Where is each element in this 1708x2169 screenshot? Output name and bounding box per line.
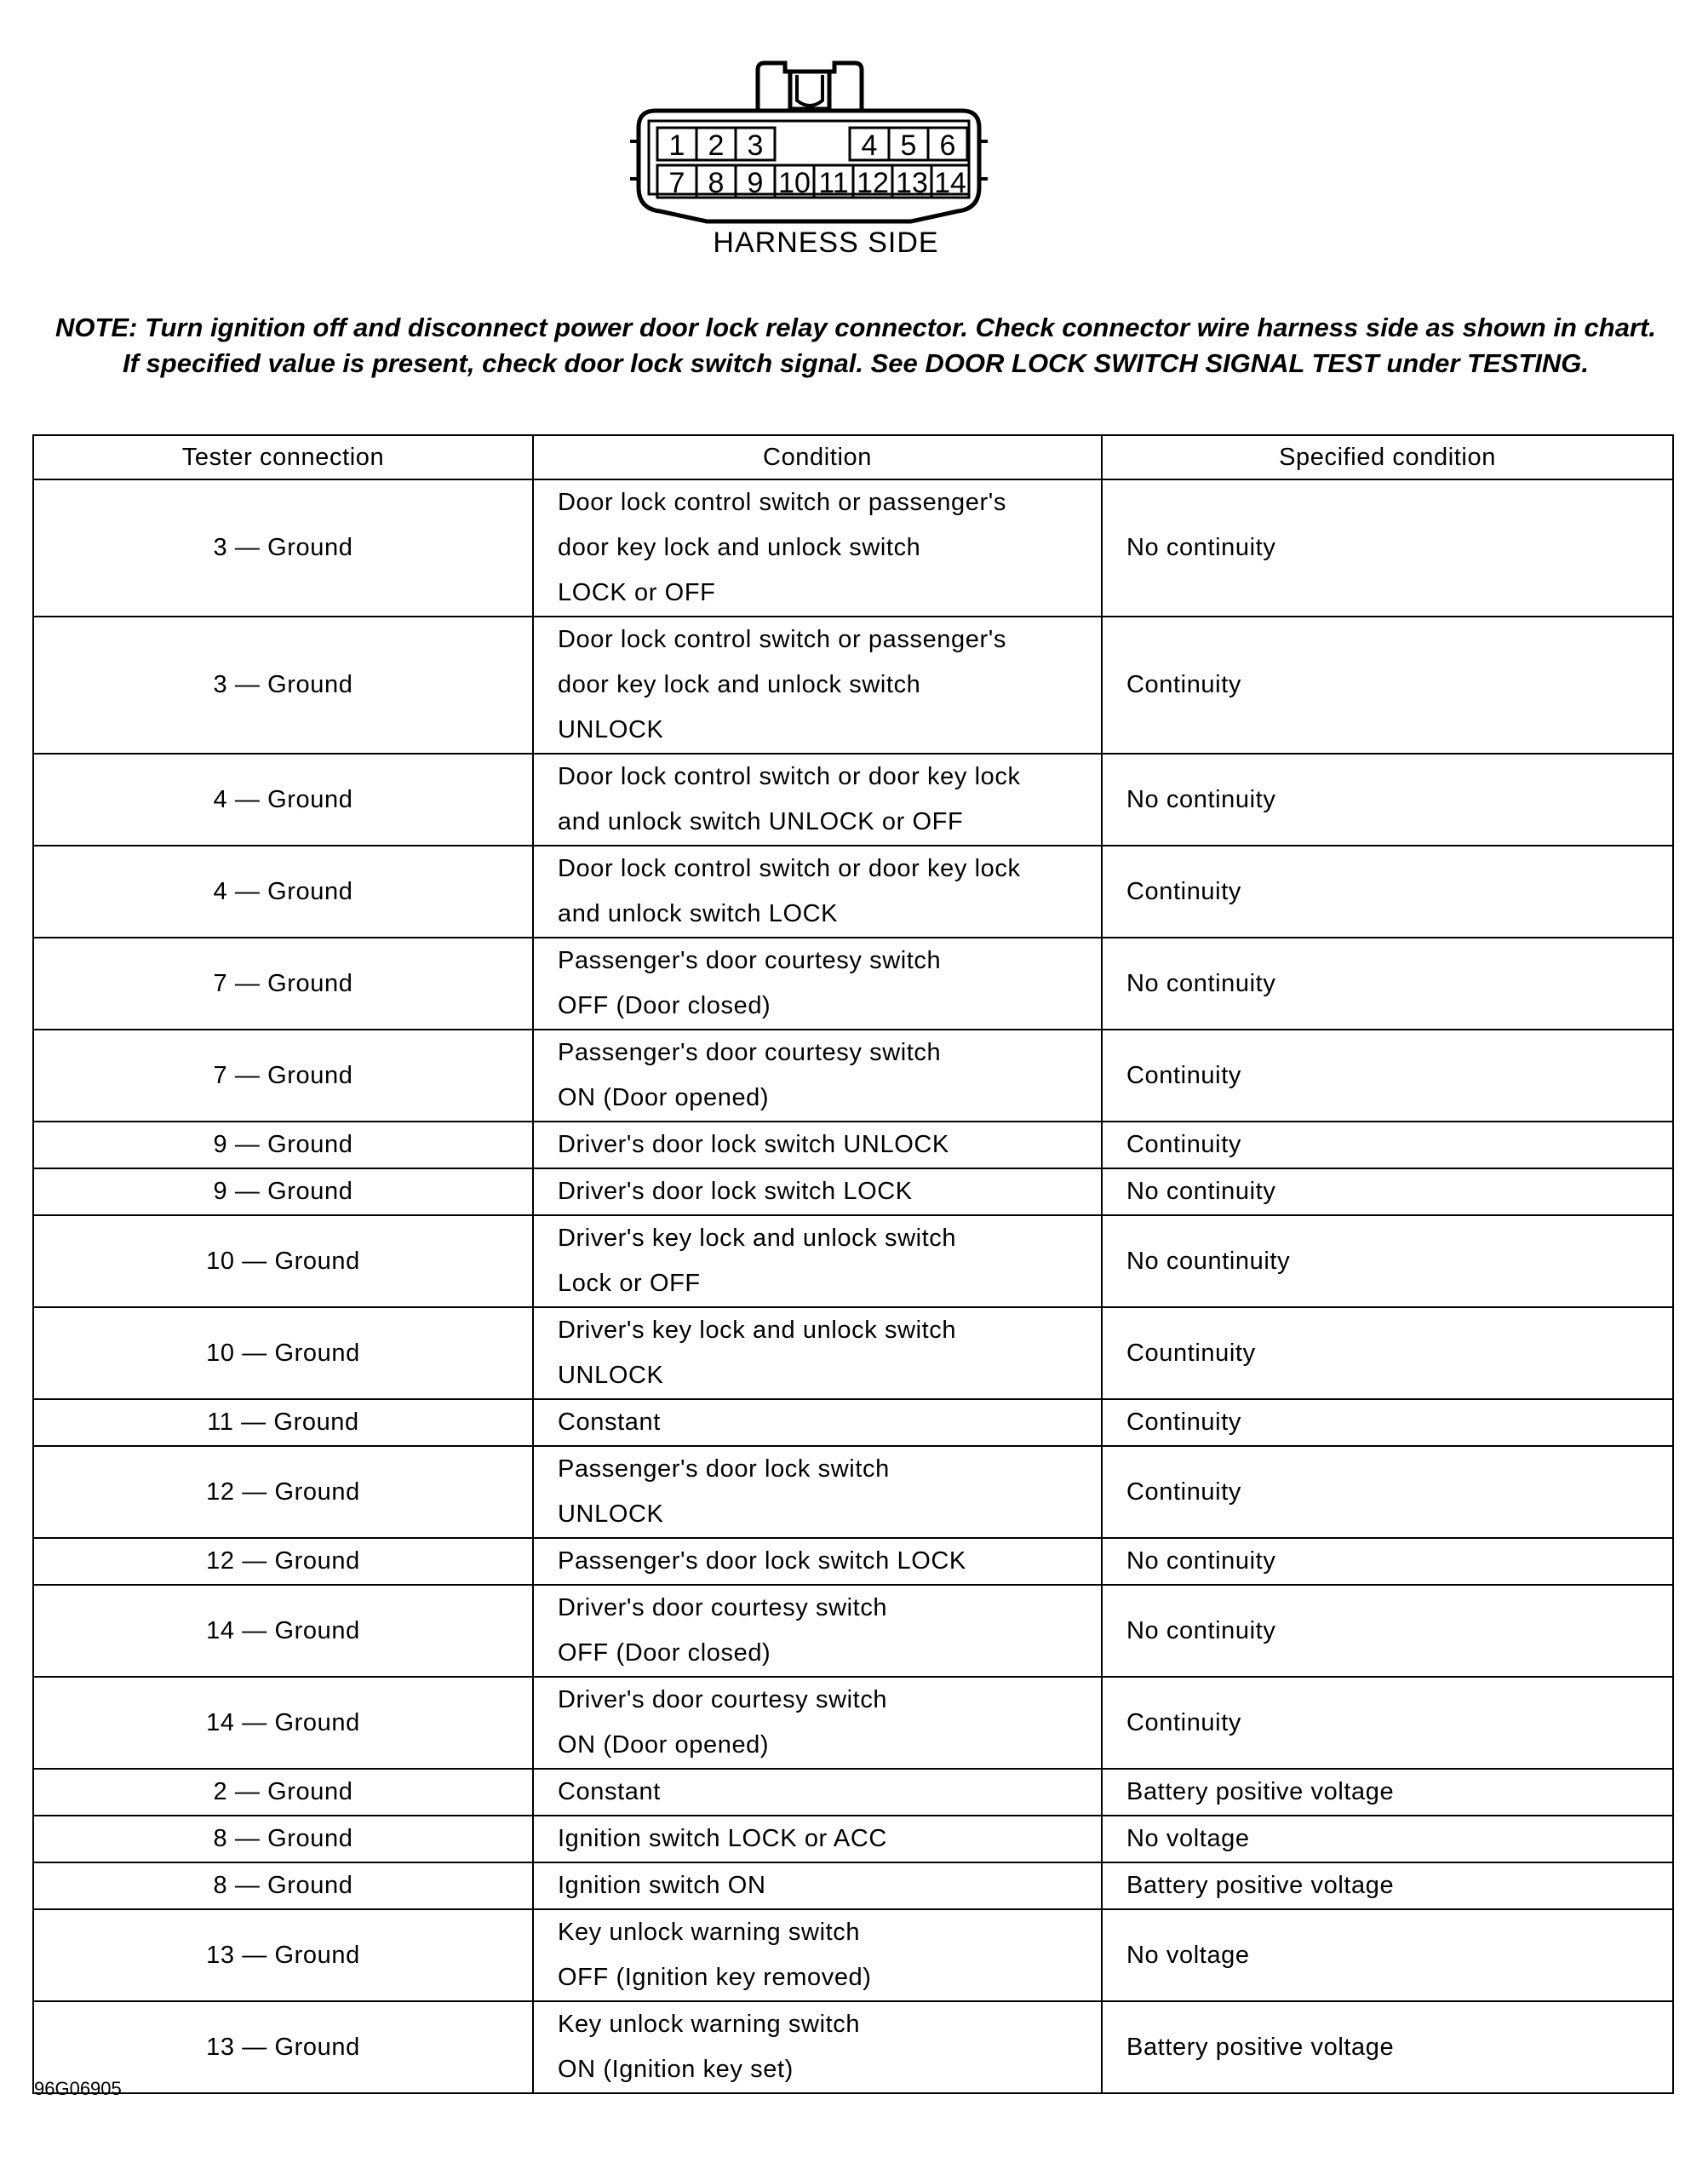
condition-cell	[533, 1030, 1102, 1122]
condition-line: ON (Door opened)	[558, 1084, 770, 1111]
connector-outline	[630, 60, 988, 230]
condition-cell	[533, 1816, 1102, 1862]
tester-connection-cell: 4 — Ground	[33, 754, 533, 846]
table-row	[33, 2001, 1673, 2093]
tester-connection-cell: 4 — Ground	[33, 846, 533, 938]
condition-cell	[533, 617, 1102, 754]
condition-line: Ignition switch ON	[558, 1872, 766, 1899]
pin-label: 2	[708, 129, 725, 162]
table-row	[33, 479, 1673, 617]
condition-line: Constant	[558, 1409, 661, 1436]
condition-line: Door lock control switch or door key lock	[558, 763, 1021, 790]
condition-line: Driver's door courtesy switch	[558, 1594, 888, 1621]
condition-cell	[533, 1168, 1102, 1215]
condition-line: and unlock switch UNLOCK or OFF	[558, 808, 964, 835]
condition-line: Passenger's door courtesy switch	[558, 1039, 942, 1066]
condition-line: OFF (Door closed)	[558, 992, 771, 1019]
condition-line: Driver's key lock and unlock switch	[558, 1317, 957, 1344]
specified-condition-cell: Countinuity	[1102, 1307, 1673, 1399]
condition-line: Driver's door courtesy switch	[558, 1686, 888, 1713]
tester-connection-cell: 12 — Ground	[33, 1446, 533, 1538]
pin-label: 3	[747, 129, 764, 162]
condition-cell	[533, 1122, 1102, 1168]
table-header-row	[33, 435, 1673, 479]
pin-label: 13	[896, 167, 928, 199]
note-line: If specified value is present, check door lock switch signal. See DOOR LOCK SWITCH SIGNAL TEST under TESTING.	[123, 348, 1589, 378]
condition-cell	[533, 2001, 1102, 2093]
pin-label: 1	[668, 129, 685, 162]
condition-cell	[533, 1585, 1102, 1677]
figure-code: 96G06905	[34, 2078, 122, 2099]
condition-line: Driver's key lock and unlock switch	[558, 1225, 957, 1252]
column-header: Specified condition	[1102, 435, 1673, 479]
condition-line: Lock or OFF	[558, 1270, 701, 1297]
specified-condition-cell: No continuity	[1102, 479, 1673, 617]
tester-connection-cell: 10 — Ground	[33, 1215, 533, 1307]
condition-cell	[533, 1538, 1102, 1585]
condition-line: Constant	[558, 1778, 661, 1805]
table-row	[33, 938, 1673, 1030]
condition-line: Door lock control switch or passenger's	[558, 489, 1006, 516]
pin-label: 6	[939, 129, 956, 162]
specified-condition-cell: No continuity	[1102, 1538, 1673, 1585]
pin-label: 12	[857, 167, 889, 199]
tester-connection-cell: 7 — Ground	[33, 938, 533, 1030]
tester-connection-cell: 10 — Ground	[33, 1307, 533, 1399]
condition-line: Ignition switch LOCK or ACC	[558, 1825, 887, 1852]
condition-line: UNLOCK	[558, 1501, 664, 1528]
harness-side-caption: HARNESS SIDE	[713, 227, 939, 259]
table-row	[33, 1215, 1673, 1307]
condition-cell	[533, 754, 1102, 846]
table-row	[33, 1538, 1673, 1585]
condition-cell	[533, 1399, 1102, 1446]
condition-line: door key lock and unlock switch	[558, 534, 921, 561]
tester-connection-cell: 14 — Ground	[33, 1677, 533, 1769]
condition-line: Door lock control switch or passenger's	[558, 626, 1006, 653]
condition-cell	[533, 1215, 1102, 1307]
specified-condition-cell: No voltage	[1102, 1909, 1673, 2001]
specified-condition-cell: No continuity	[1102, 1585, 1673, 1677]
condition-line: OFF (Door closed)	[558, 1639, 771, 1667]
tester-connection-cell: 2 — Ground	[33, 1769, 533, 1816]
condition-cell	[533, 1909, 1102, 2001]
condition-line: and unlock switch LOCK	[558, 900, 839, 927]
table-row	[33, 1168, 1673, 1215]
condition-line: LOCK or OFF	[558, 579, 716, 606]
tester-connection-cell: 13 — Ground	[33, 1909, 533, 2001]
specified-condition-cell: Continuity	[1102, 1399, 1673, 1446]
specified-condition-cell: Continuity	[1102, 1030, 1673, 1122]
table-row	[33, 754, 1673, 846]
specified-condition-cell: No continuity	[1102, 938, 1673, 1030]
specified-condition-cell: Continuity	[1102, 846, 1673, 938]
tester-connection-cell: 12 — Ground	[33, 1538, 533, 1585]
tester-connection-cell: 9 — Ground	[33, 1168, 533, 1215]
condition-cell	[533, 479, 1102, 617]
condition-cell	[533, 1862, 1102, 1909]
table-row	[33, 1307, 1673, 1399]
condition-cell	[533, 1677, 1102, 1769]
condition-cell	[533, 1769, 1102, 1816]
table-row	[33, 846, 1673, 938]
condition-line: ON (Ignition key set)	[558, 2056, 794, 2083]
table-row	[33, 1122, 1673, 1168]
tester-connection-cell: 3 — Ground	[33, 617, 533, 754]
specified-condition-cell: No countinuity	[1102, 1215, 1673, 1307]
table-row	[33, 1030, 1673, 1122]
condition-line: Passenger's door lock switch LOCK	[558, 1547, 966, 1575]
tester-connection-cell: 7 — Ground	[33, 1030, 533, 1122]
specified-condition-cell: No continuity	[1102, 1168, 1673, 1215]
tester-connection-cell: 13 — Ground	[33, 2001, 533, 2093]
table-row	[33, 617, 1673, 754]
pin-label: 11	[818, 167, 849, 199]
condition-line: UNLOCK	[558, 1362, 664, 1389]
table-row	[33, 1769, 1673, 1816]
condition-cell	[533, 1446, 1102, 1538]
condition-line: Passenger's door lock switch	[558, 1455, 890, 1483]
tester-connection-cell: 3 — Ground	[33, 479, 533, 617]
pin-label: 9	[747, 167, 764, 199]
tester-connection-cell: 14 — Ground	[33, 1585, 533, 1677]
note-line: NOTE: Turn ignition off and disconnect power door lock relay connector. Check connector wire harness side as shown in chart.	[55, 313, 1656, 342]
table-row	[33, 1677, 1673, 1769]
pin-label: 14	[934, 167, 966, 199]
condition-line: Key unlock warning switch	[558, 2011, 861, 2038]
specified-condition-cell: No voltage	[1102, 1816, 1673, 1862]
pin-label: 7	[668, 167, 685, 199]
condition-line: Door lock control switch or door key lock	[558, 855, 1021, 882]
specified-condition-cell: Continuity	[1102, 1122, 1673, 1168]
table-row	[33, 1816, 1673, 1862]
specified-condition-cell: No continuity	[1102, 754, 1673, 846]
table-row	[33, 1909, 1673, 2001]
condition-line: ON (Door opened)	[558, 1731, 770, 1759]
specified-condition-cell: Battery positive voltage	[1102, 1862, 1673, 1909]
column-header: Condition	[533, 435, 1102, 479]
pin-label: 5	[900, 129, 917, 162]
specified-condition-cell: Battery positive voltage	[1102, 1769, 1673, 1816]
table-row	[33, 1399, 1673, 1446]
continuity-spec-table	[32, 434, 1674, 2094]
tester-connection-cell: 9 — Ground	[33, 1122, 533, 1168]
condition-line: door key lock and unlock switch	[558, 671, 921, 698]
condition-line: Passenger's door courtesy switch	[558, 947, 942, 974]
pin-label: 4	[861, 129, 878, 162]
condition-cell	[533, 1307, 1102, 1399]
tester-connection-cell: 8 — Ground	[33, 1816, 533, 1862]
condition-cell	[533, 938, 1102, 1030]
condition-line: Driver's door lock switch UNLOCK	[558, 1131, 949, 1158]
condition-line: Driver's door lock switch LOCK	[558, 1178, 913, 1205]
tester-connection-cell: 11 — Ground	[33, 1399, 533, 1446]
note-text	[26, 310, 1686, 382]
column-header: Tester connection	[33, 435, 533, 479]
pin-label: 8	[708, 167, 725, 199]
table-row	[33, 1585, 1673, 1677]
specified-condition-cell: Continuity	[1102, 617, 1673, 754]
table-row	[33, 1446, 1673, 1538]
condition-line: Key unlock warning switch	[558, 1919, 861, 1946]
connector-diagram	[630, 60, 988, 230]
condition-line: UNLOCK	[558, 716, 664, 743]
specified-condition-cell: Continuity	[1102, 1677, 1673, 1769]
condition-line: OFF (Ignition key removed)	[558, 1964, 872, 1991]
specified-condition-cell: Battery positive voltage	[1102, 2001, 1673, 2093]
table-row	[33, 1862, 1673, 1909]
specified-condition-cell: Continuity	[1102, 1446, 1673, 1538]
condition-cell	[533, 846, 1102, 938]
tester-connection-cell: 8 — Ground	[33, 1862, 533, 1909]
pin-label: 10	[778, 167, 811, 199]
